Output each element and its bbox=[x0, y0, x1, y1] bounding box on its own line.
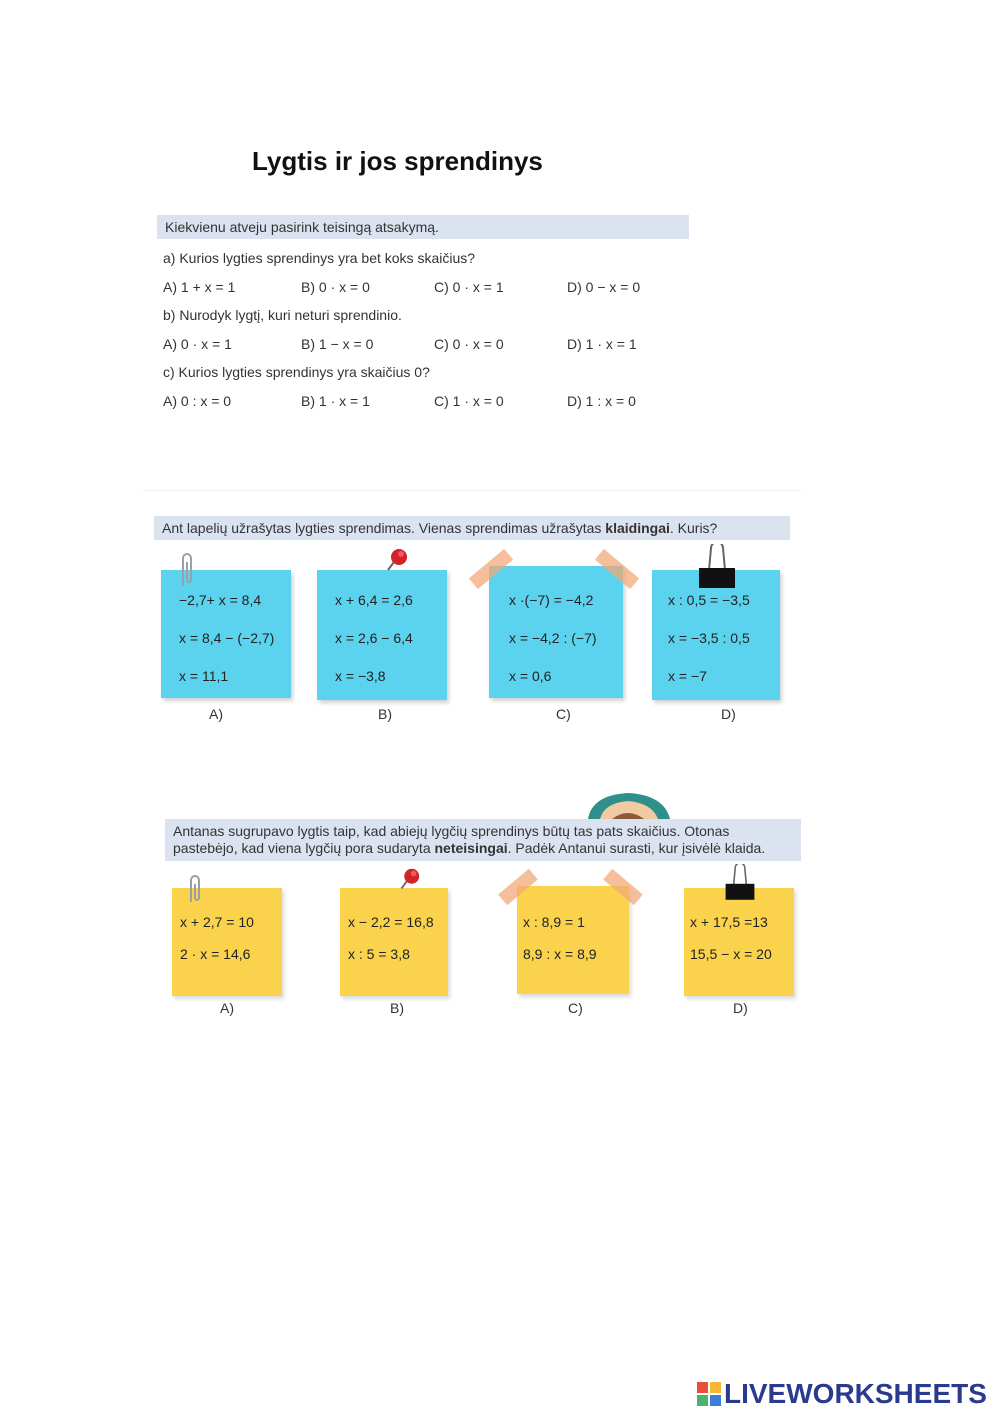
option-b-B[interactable]: B) 1 − x = 0 bbox=[301, 336, 374, 352]
option-a-B[interactable]: B) 0 · x = 0 bbox=[301, 279, 370, 295]
question-b: b) Nurodyk lygtį, kuri neturi sprendinio. bbox=[163, 307, 402, 323]
section1-instruction bbox=[157, 215, 689, 239]
note-line: 15,5 − x = 20 bbox=[690, 946, 772, 962]
section3-line2-bold: neteisingai bbox=[434, 840, 508, 856]
paperclip-icon bbox=[187, 872, 203, 906]
pushpin-icon bbox=[380, 546, 410, 576]
question-a: a) Kurios lygties sprendinys yra bet koks skaičius? bbox=[163, 250, 476, 266]
section2-instruction bbox=[154, 516, 790, 540]
note-label-c: C) bbox=[568, 1000, 583, 1016]
note-line: x : 0,5 = −3,5 bbox=[668, 592, 750, 608]
note-line: x = −3,8 bbox=[335, 668, 386, 684]
section-divider bbox=[142, 490, 802, 491]
option-a-D[interactable]: D) 0 − x = 0 bbox=[567, 279, 641, 295]
liveworksheets-logo-icon bbox=[697, 1382, 721, 1406]
section3-instruction bbox=[165, 819, 801, 861]
character-head-icon bbox=[582, 793, 676, 819]
note-line: x : 5 = 3,8 bbox=[348, 946, 410, 962]
option-a-A[interactable]: A) 1 + x = 1 bbox=[163, 279, 236, 295]
note-label-b: B) bbox=[390, 1000, 404, 1016]
question-c: c) Kurios lygties sprendinys yra skaičius 0? bbox=[163, 364, 430, 380]
note-line: x = −7 bbox=[668, 668, 707, 684]
note-label-a: A) bbox=[209, 706, 223, 722]
note-line: x = 8,4 − (−2,7) bbox=[179, 630, 275, 646]
note-line: x = 2,6 − 6,4 bbox=[335, 630, 413, 646]
option-c-A[interactable]: A) 0 : x = 0 bbox=[163, 393, 232, 409]
note-label-a: A) bbox=[220, 1000, 234, 1016]
liveworksheets-brand[interactable]: LIVEWORKSHEETS bbox=[724, 1378, 987, 1409]
note-line: x : 8,9 = 1 bbox=[523, 914, 585, 930]
section1-instruction-text: Kiekvienu atveju pasirink teisingą atsakymą. bbox=[165, 219, 439, 235]
yellow-note-c[interactable] bbox=[517, 886, 629, 994]
section3-line2-post: . Padėk Antanui surasti, kur įsivėlė klaida. bbox=[507, 840, 766, 856]
option-c-D[interactable]: D) 1 : x = 0 bbox=[567, 393, 636, 409]
yellow-note-b[interactable] bbox=[340, 888, 448, 996]
pushpin-icon bbox=[394, 866, 422, 894]
note-line: 8,9 : x = 8,9 bbox=[523, 946, 597, 962]
note-label-d: D) bbox=[721, 706, 736, 722]
note-line: x + 2,7 = 10 bbox=[180, 914, 254, 930]
note-line: x + 6,4 = 2,6 bbox=[335, 592, 413, 608]
note-line: x ·(−7) = −4,2 bbox=[509, 592, 594, 608]
option-c-B[interactable]: B) 1 · x = 1 bbox=[301, 393, 370, 409]
binder-clip-icon bbox=[724, 864, 756, 902]
section3-line2 bbox=[173, 840, 793, 857]
section2-instruction-bold: klaidingai bbox=[605, 520, 670, 536]
note-line: x = 11,1 bbox=[179, 668, 229, 684]
section2-instruction-pre: Ant lapelių užrašytas lygties sprendimas. Vienas sprendimas užrašytas bbox=[162, 520, 606, 536]
option-c-C[interactable]: C) 1 · x = 0 bbox=[434, 393, 504, 409]
note-line: x = −3,5 : 0,5 bbox=[668, 630, 750, 646]
option-b-C[interactable]: C) 0 · x = 0 bbox=[434, 336, 504, 352]
note-line: x − 2,2 = 16,8 bbox=[348, 914, 434, 930]
option-b-A[interactable]: A) 0 · x = 1 bbox=[163, 336, 232, 352]
option-b-D[interactable]: D) 1 · x = 1 bbox=[567, 336, 637, 352]
section2-instruction-post: . Kuris? bbox=[669, 520, 718, 536]
note-line: x = −4,2 : (−7) bbox=[509, 630, 597, 646]
note-line: 2 · x = 14,6 bbox=[180, 946, 251, 962]
blue-note-c[interactable] bbox=[489, 566, 623, 698]
blue-note-b[interactable] bbox=[317, 570, 447, 700]
binder-clip-icon bbox=[697, 544, 737, 590]
note-line: x = 0,6 bbox=[509, 668, 552, 684]
note-line: −2,7+ x = 8,4 bbox=[179, 592, 262, 608]
yellow-note-d[interactable] bbox=[684, 888, 794, 996]
note-label-d: D) bbox=[733, 1000, 748, 1016]
note-label-c: C) bbox=[556, 706, 571, 722]
note-label-b: B) bbox=[378, 706, 392, 722]
section3-line1: Antanas sugrupavo lygtis taip, kad abiejų lygčių sprendinys būtų tas pats skaičius. Otonas bbox=[173, 823, 730, 839]
option-a-C[interactable]: C) 0 · x = 1 bbox=[434, 279, 504, 295]
paperclip-icon bbox=[179, 550, 195, 590]
note-line: x + 17,5 =13 bbox=[690, 914, 768, 930]
section3-line2-pre: pastebėjo, kad viena lygčių pora sudaryta bbox=[173, 840, 435, 856]
page-title: Lygtis ir jos sprendinys bbox=[252, 146, 543, 176]
